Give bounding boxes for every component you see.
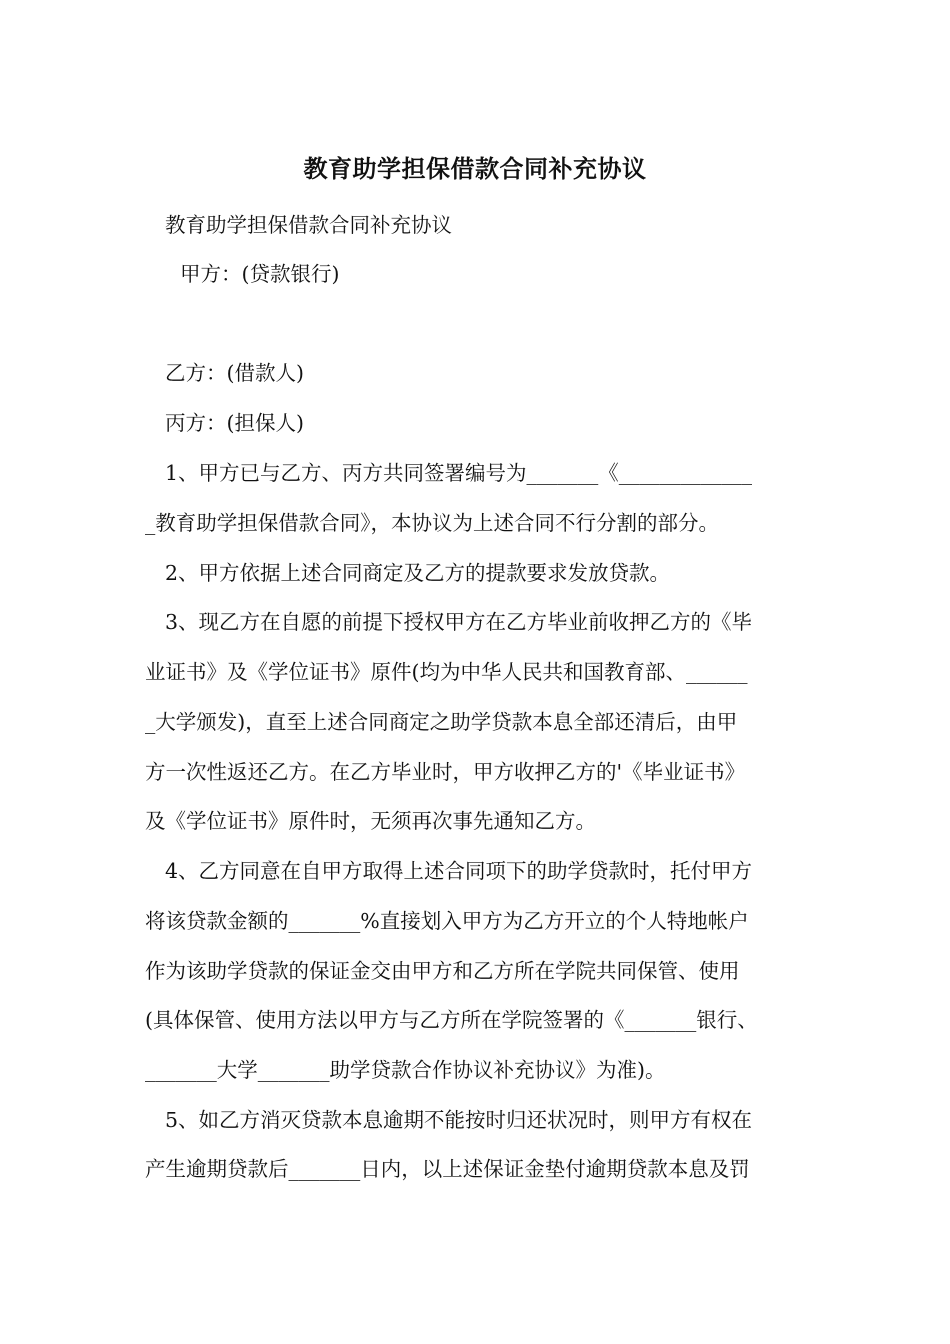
clause-3-line-5: 及《学位证书》原件时，无须再次事先通知乙方。 xyxy=(145,809,596,833)
clause-4-line-4: (具体保管、使用方法以甲方与乙方所在学院签署的《_______银行、 xyxy=(145,1008,758,1032)
clause-4-line-5: _______大学_______助学贷款合作协议补充协议》为准)。 xyxy=(145,1058,666,1082)
clause-3-line-3: _大学颁发)，直至上述合同商定之助学贷款本息全部还清后，由甲 xyxy=(145,710,738,734)
clause-3-line-2: 业证书》及《学位证书》原件(均为中华人民共和国教育部、______ xyxy=(145,660,748,684)
clause-4-line-1: 4、乙方同意在自甲方取得上述合同项下的助学贷款时，托付甲方 xyxy=(165,859,753,883)
document-title: 教育助学担保借款合同补充协议 xyxy=(303,155,647,183)
clause-4-line-2: 将该贷款金额的_______%直接划入甲方为乙方开立的个人特地帐户 xyxy=(145,909,749,933)
party-a-line: 甲方：(贷款银行) xyxy=(180,262,340,286)
clause-1-line-1: 1、甲方已与乙方、丙方共同签署编号为_______《_____________ xyxy=(165,461,753,485)
clause-3-line-4: 方一次性返还乙方。在乙方毕业时，甲方收押乙方的'《毕业证书》 xyxy=(145,760,746,784)
clause-2-line-1: 2、甲方依据上述合同商定及乙方的提款要求发放贷款。 xyxy=(165,561,671,585)
clause-4-line-3: 作为该助学贷款的保证金交由甲方和乙方所在学院共同保管、使用 xyxy=(145,959,740,983)
clause-3-line-1: 3、现乙方在自愿的前提下授权甲方在乙方毕业前收押乙方的《毕 xyxy=(165,610,753,634)
party-c-line: 丙方：(担保人) xyxy=(165,411,304,435)
clause-5-line-2: 产生逾期贷款后_______日内，以上述保证金垫付逾期贷款本息及罚 xyxy=(145,1157,750,1181)
subtitle-line: 教育助学担保借款合同补充协议 xyxy=(165,213,452,237)
clause-5-line-1: 5、如乙方消灭贷款本息逾期不能按时归还状况时，则甲方有权在 xyxy=(165,1108,753,1132)
party-b-line: 乙方：(借款人) xyxy=(165,361,304,385)
clause-1-line-2: _教育助学担保借款合同》，本协议为上述合同不行分割的部分。 xyxy=(145,511,719,535)
